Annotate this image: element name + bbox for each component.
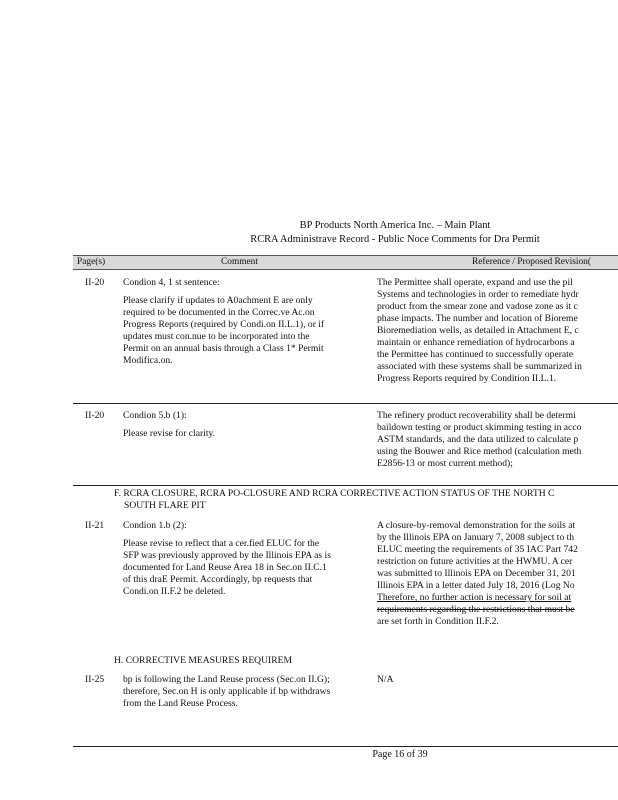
row-1-comment-body: Please clarify if updates to A0achment E are only required to be documented in the Correc.ve Ac.on Progress Reports (required by Condi.on II.L.1), or if updates must con.nue to be incorporated into the Permit on an annual basis through a Class 1* Permit Modifica.on. xyxy=(123,295,325,366)
row-4-reference: N/A xyxy=(377,674,394,685)
row-1-comment xyxy=(123,277,371,367)
row-3-comment xyxy=(123,520,371,598)
row-2-reference: The refinery product recoverability shall be determi baildown testing or product skimming testing in acco ASTM standards, and the data utilized to calculate p using the Bouwer and Rice method (calculation meth E2856-13 or most current method); xyxy=(377,410,582,469)
row-1-reference: The Permittee shall operate, expand and use the pil Systems and technologies in order to remediate hydr product from the smear zone and vadose zone as it c phase impacts. The number and location of Bioreme Bioremediation wells, as detailed in Attachment E, c maintain or enhance remediation of hydrocarbons a the Permittee has continued to successfully operate associated with these systems shall be summarized in Progress Reports required by Condition II.L.1. xyxy=(377,277,582,384)
row-1-comment-title: Condion 4, 1 st sentence: xyxy=(123,277,220,288)
column-header-page: Page(s) xyxy=(77,257,106,267)
document-title: BP Products North America Inc. – Main Plant xyxy=(299,220,491,231)
row-3-page: II-21 xyxy=(85,520,105,531)
row-2-comment-title: Condion 5.b (1): xyxy=(123,410,187,421)
row-2-page: II-20 xyxy=(85,410,105,421)
row-divider xyxy=(73,403,618,404)
page-number: Page 16 of 39 xyxy=(372,749,428,760)
row-4-page: II-25 xyxy=(85,674,105,685)
row-2-comment-body: Please revise for clarity. xyxy=(123,428,216,439)
section-h-heading: H. CORRECTIVE MEASURES REQUIREM xyxy=(114,655,293,666)
row-3-comment-body: Please revise to reflect that a cer.fied ELUC for the SFP was previously approved by the Illinois EPA as is documented for Land Reuse Area 18 in Sec.on II.C.1 of this draE Permit. Accordingly, bp requests that Condi.on II.F.2 be deleted. xyxy=(123,538,331,597)
row-3-comment-title: Condion 1.b (2): xyxy=(123,520,187,531)
document-subtitle: RCRA Administrave Record - Public Noce Comments for Dra Permit xyxy=(250,234,540,245)
column-header-comment: Comment xyxy=(221,257,258,267)
table-bottom-rule xyxy=(73,746,618,747)
row-4-comment: bp is following the Land Reuse process (Sec.on II.G); therefore, Sec.on H is only applicable if bp withdraws from the Land Reuse Process. xyxy=(123,674,331,709)
row-2-comment xyxy=(123,410,371,440)
row-1-page: II-20 xyxy=(85,277,105,288)
table-header xyxy=(73,255,618,270)
section-divider xyxy=(73,485,618,486)
row-3-reference: A closure-by-removal demonstration for the soils at by the Illinois EPA on January 7, 2008 subject to th ELUC meeting the requirements of 35 IAC Part 742 restriction on future activities at the HWMU. A cer was submitted to Illinois EPA on December 31, 201 Illinois EPA in a letter dated July 18, 2016 (Log No Therefore, no further action is necessary for soil at requirements regarding the restrictions that must be are set forth in Condition II.F.2. xyxy=(377,520,578,627)
column-header-reference: Reference / Proposed Revision( xyxy=(472,257,591,267)
section-f-heading: F. RCRA CLOSURE, RCRA PO-CLOSURE AND RCRA CORRECTIVE ACTION STATUS OF THE NORTH C SOUTH FLARE PIT xyxy=(114,488,555,511)
